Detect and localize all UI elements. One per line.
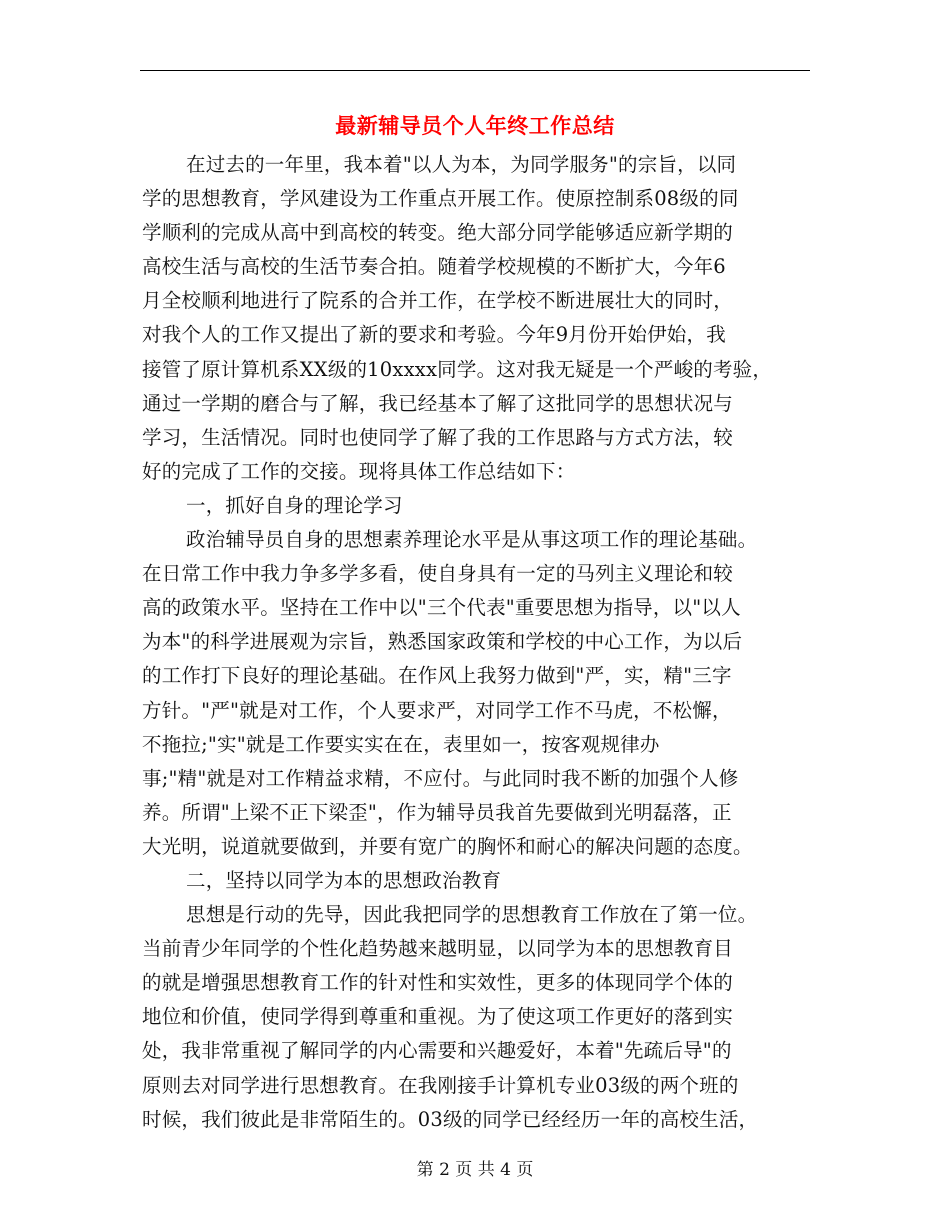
paragraph-line: 一，抓好自身的理论学习: [186, 493, 403, 517]
paragraph-line: 接管了原计算机系XX级的10xxxx同学。这对我无疑是一个严峻的考验，: [142, 357, 773, 381]
document-title: 最新辅导员个人年终工作总结: [335, 113, 615, 138]
paragraph-line: 的就是增强思想教育工作的针对性和实效性，更多的体现同学个体的: [142, 971, 734, 995]
paragraph-line: 处，我非常重视了解同学的内心需要和兴趣爱好，本着"先疏后导"的: [142, 1039, 732, 1063]
paragraph-line: 养。所谓"上梁不正下梁歪"，作为辅导员我首先要做到光明磊落，正: [142, 800, 732, 824]
paragraph-line: 时候，我们彼此是非常陌生的。03级的同学已经经历一年的高校生活，: [142, 1107, 759, 1131]
paragraph-line: 原则去对同学进行思想教育。在我刚接手计算机专业03级的两个班的: [142, 1073, 739, 1097]
paragraph-line: 高的政策水平。坚持在工作中以"三个代表"重要思想为指导，以"以人: [142, 596, 741, 620]
paragraph-line: 高校生活与高校的生活节奏合拍。随着学校规模的不断扩大，今年6: [142, 255, 726, 279]
paragraph-line: 事;"精"就是对工作精益求精，不应付。与此同时我不断的加强个人修: [142, 766, 739, 790]
paragraph-line: 为本"的科学进展观为宗旨，熟悉国家政策和学校的中心工作，为以后: [142, 630, 743, 654]
paragraph-line: 对我个人的工作又提出了新的要求和考验。今年9月份开始伊始，我: [142, 323, 726, 347]
paragraph-line: 的工作打下良好的理论基础。在作风上我努力做到"严，实，精"三字: [142, 664, 732, 688]
document-body: [142, 148, 822, 1137]
paragraph-line: 不拖拉;"实"就是工作要实实在在，表里如一，按客观规律办: [142, 732, 660, 756]
paragraph-line: 学的思想教育，学风建设为工作重点开展工作。使原控制系08级的同: [142, 187, 739, 211]
page-footer: 第 2 页 共 4 页: [416, 1160, 534, 1180]
paragraph-line: 思想是行动的先导，因此我把同学的思想教育工作放在了第一位。: [186, 903, 758, 927]
paragraph-line: 学习，生活情况。同时也使同学了解了我的工作思路与方式方法，较: [142, 425, 734, 449]
paragraph-line: 政治辅导员自身的思想素养理论水平是从事这项工作的理论基础。: [186, 528, 758, 552]
paragraph-line: 在日常工作中我力争多学多看，使自身具有一定的马列主义理论和较: [142, 562, 734, 586]
paragraph-line: 方针。"严"就是对工作，个人要求严，对同学工作不马虎，不松懈，: [142, 698, 732, 722]
paragraph-line: 当前青少年同学的个性化趋势越来越明显，以同学为本的思想教育目: [142, 937, 734, 961]
paragraph-line: 地位和价值，使同学得到尊重和重视。为了使这项工作更好的落到实: [142, 1005, 734, 1029]
paragraph-line: 好的完成了工作的交接。现将具体工作总结如下：: [142, 459, 576, 483]
paragraph-line: 在过去的一年里，我本着"以人为本，为同学服务"的宗旨，以同: [186, 153, 737, 176]
paragraph-line: 大光明，说道就要做到，并要有宽广的胸怀和耐心的解决问题的态度。: [142, 834, 753, 858]
paragraph-line: 通过一学期的磨合与了解，我已经基本了解了这批同学的思想状况与: [142, 391, 734, 415]
paragraph-line: 学顺利的完成从高中到高校的转变。绝大部分同学能够适应新学期的: [142, 221, 734, 245]
paragraph-line: 二，坚持以同学为本的思想政治教育: [186, 868, 502, 892]
header-rule: [140, 70, 810, 71]
paragraph-line: 月全校顺利地进行了院系的合并工作，在学校不断进展壮大的同时，: [142, 289, 734, 313]
